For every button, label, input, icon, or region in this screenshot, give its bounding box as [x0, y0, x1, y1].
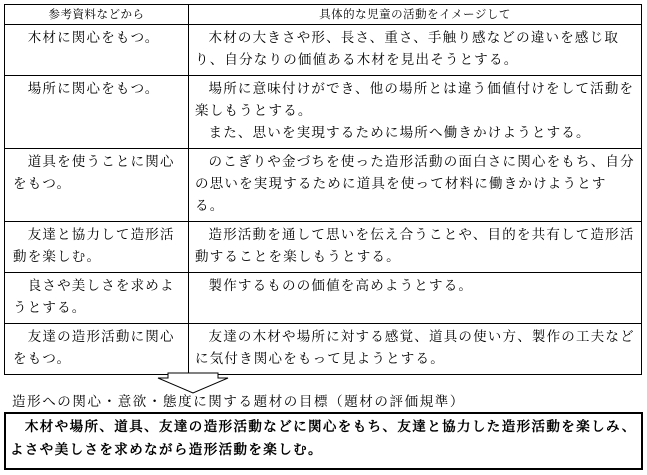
- row-activity-cell: [189, 149, 642, 222]
- row-interest-item: 木材に関心をもつ。: [5, 25, 189, 76]
- header-reference: 参考資料などから: [5, 5, 189, 25]
- activity-text: 場所に意味付けができ、他の場所とは違う価値付けをして活動を楽しもうとする。: [195, 81, 635, 119]
- row-interest-item: 友達の造形活動に関心をもつ。: [5, 324, 189, 375]
- activity-text: のこぎりや金づちを使った造形活動の面白さに関心をもち、自分の思いを実現するために道具を使って材料に働きかけようとする。: [195, 154, 635, 214]
- row-interest-item: 良さや美しさを求めようとする。: [5, 273, 189, 324]
- row-interest-item: 友達と協力して造形活動を楽しむ。: [5, 222, 189, 273]
- activity-text: 友達の木材や場所に対する感覚、道具の使い方、製作の工夫などに気付き関心をもって見ようとする。: [195, 329, 635, 367]
- row-interest-item: 場所に関心をもつ。: [5, 76, 189, 149]
- table-row: [5, 324, 642, 375]
- goal-text: 木材や場所、道具、友達の造形活動などに関心をもち、友達と協力した造形活動を楽しみ、よさや美しさを求めながら造形活動を楽しむ。: [10, 419, 637, 458]
- activity-text: 製作するものの価値を高めようとする。: [208, 278, 474, 294]
- table-row: [5, 222, 642, 273]
- activity-text: 造形活動を通して思いを伝え合うことや、目的を共有して造形活動することを楽しもうとする。: [195, 227, 635, 265]
- row-activity-cell: [189, 273, 642, 324]
- row-activity-cell: [189, 324, 642, 375]
- row-activity-cell: [189, 222, 642, 273]
- down-arrow-icon: [156, 372, 230, 394]
- reference-table: [4, 4, 642, 375]
- row-interest-item: 道具を使うことに関心をもつ。: [5, 149, 189, 222]
- activity-text: 木材の大きさや形、長さ、重さ、手触り感などの違いを感じ取り、自分なりの価値ある木材を見出そうとする。: [195, 30, 620, 68]
- row-activity-cell: [189, 25, 642, 76]
- table-row: [5, 273, 642, 324]
- table-row: [5, 25, 642, 76]
- table-row: [5, 76, 642, 149]
- header-activity: 具体的な児童の活動をイメージして: [189, 5, 642, 25]
- table-row: [5, 149, 642, 222]
- goal-box: [4, 412, 643, 470]
- header-row: [5, 5, 642, 25]
- activity-text: また、思いを実現するために場所へ働きかけようとする。: [208, 125, 591, 141]
- goal-title: 造形への関心・意欲・態度に関する題材の目標（題材の評価規準）: [12, 394, 465, 410]
- row-activity-cell: [189, 76, 642, 149]
